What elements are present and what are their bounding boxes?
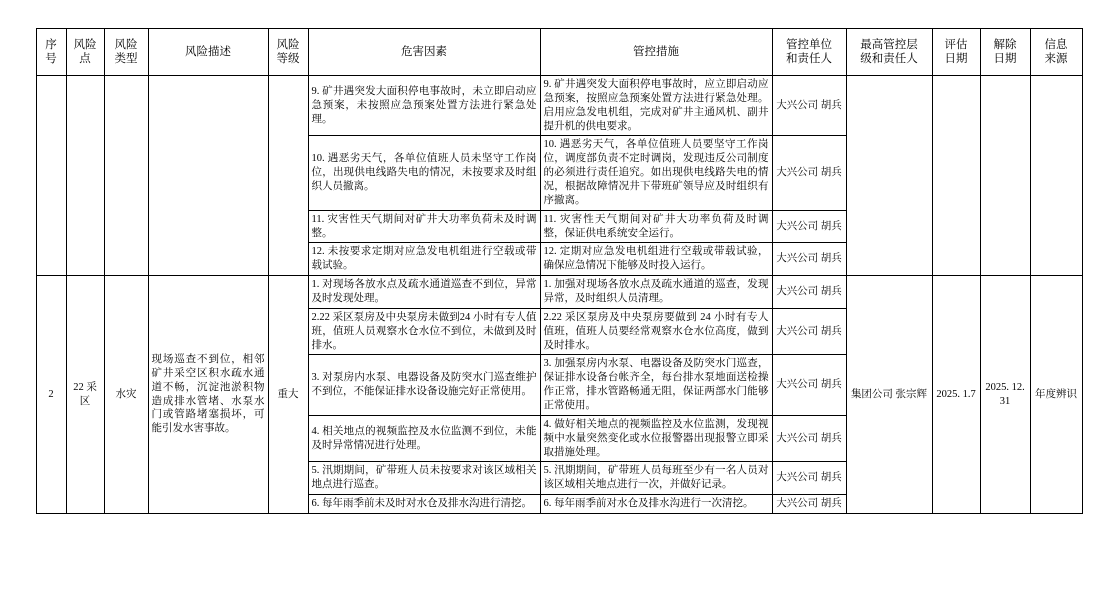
- cell-unit: 大兴公司 胡兵: [772, 276, 846, 309]
- cell-seq-cont: [36, 76, 66, 276]
- risk-control-table: [36, 28, 1083, 514]
- cell-risk-level: 重大: [268, 276, 308, 514]
- cell-hazard: 10. 遇恶劣天气，各单位值班人员未坚守工作岗位，出现供电线路失电的情况，未按要求及时组织人员撤离。: [308, 136, 540, 210]
- cell-unit: 大兴公司 胡兵: [772, 243, 846, 276]
- table-row: [36, 276, 1082, 309]
- cell-unit: 大兴公司 胡兵: [772, 210, 846, 243]
- cell-unit: 大兴公司 胡兵: [772, 76, 846, 136]
- cell-measure: 11. 灾害性天气期间对矿井大功率负荷及时调整，保证供电系统安全运行。: [540, 210, 772, 243]
- cell-measure: 10. 遇恶劣天气，各单位值班人员要坚守工作岗位，调度部负责不定时调岗，发现违反公司制度的必须进行责任追究。如出现供电线路失电的情况，根据故障情况井下带班矿领导应及时组织有序撤离。: [540, 136, 772, 210]
- cell-risk-desc: 现场巡查不到位，相邻矿井采空区积水疏水通道不畅，沉淀池淤积物造成排水管堵、水泵水门或管路堵塞损坏，可能引发水害事故。: [148, 276, 268, 514]
- cell-release-cont: [980, 76, 1030, 276]
- header-point: 风险 点: [66, 29, 104, 76]
- cell-hazard: 9. 矿井遇突发大面积停电事故时，未立即启动应急预案，未按照应急预案处置方法进行紧急处理。: [308, 76, 540, 136]
- cell-unit: 大兴公司 胡兵: [772, 308, 846, 355]
- header-level: 风险 等级: [268, 29, 308, 76]
- cell-unit: 大兴公司 胡兵: [772, 355, 846, 415]
- table-row: [36, 76, 1082, 136]
- cell-hazard: 3. 对泵房内水泵、电器设备及防突水门巡查维护不到位，不能保证排水设备设施完好正常使用。: [308, 355, 540, 415]
- cell-hazard: 4. 相关地点的视频监控及水位监测不到位，未能及时异常情况进行处理。: [308, 415, 540, 462]
- header-seq: 序 号: [36, 29, 66, 76]
- header-row: [36, 29, 1082, 76]
- cell-measure: 1. 加强对现场各放水点及疏水通道的巡查，发现异常，及时组织人员清理。: [540, 276, 772, 309]
- header-unit: 管控单位 和责任人: [772, 29, 846, 76]
- cell-top-cont: [846, 76, 932, 276]
- cell-source-cont: [1030, 76, 1082, 276]
- header-release-date: 解除 日期: [980, 29, 1030, 76]
- header-hazard: 危害因素: [308, 29, 540, 76]
- cell-risk-type: 水灾: [104, 276, 148, 514]
- table-header: [36, 29, 1082, 76]
- cell-hazard: 12. 未按要求定期对应急发电机组进行空载或带载试验。: [308, 243, 540, 276]
- cell-measure: 12. 定期对应急发电机组进行空载或带载试验，确保应急情况下能够及时投入运行。: [540, 243, 772, 276]
- cell-unit: 大兴公司 胡兵: [772, 495, 846, 514]
- cell-unit: 大兴公司 胡兵: [772, 136, 846, 210]
- header-assess-date: 评估 日期: [932, 29, 980, 76]
- cell-level-cont: [268, 76, 308, 276]
- cell-measure: 5. 汛期期间，矿带班人员每班至少有一名人员对该区域相关地点进行一次，并做好记录。: [540, 462, 772, 495]
- cell-measure: 6. 每年雨季前对水仓及排水沟进行一次清挖。: [540, 495, 772, 514]
- cell-hazard: 11. 灾害性天气期间对矿井大功率负荷未及时调整。: [308, 210, 540, 243]
- cell-unit: 大兴公司 胡兵: [772, 415, 846, 462]
- cell-top-level: 集团公司 张宗辉: [846, 276, 932, 514]
- header-desc: 风险描述: [148, 29, 268, 76]
- cell-risk-point: 22 采区: [66, 276, 104, 514]
- cell-measure: 2.22 采区泵房及中央泵房要做到 24 小时有专人值班，值班人员要经常观察水仓水位高度，做到及时排水。: [540, 308, 772, 355]
- cell-desc-cont: [148, 76, 268, 276]
- cell-type-cont: [104, 76, 148, 276]
- cell-assess-cont: [932, 76, 980, 276]
- header-source: 信息 来源: [1030, 29, 1082, 76]
- cell-measure: 3. 加强泵房内水泵、电器设备及防突水门巡查，保证排水设备台帐齐全，每台排水泵地面送检操作正常，排水管路畅通无阻，保证两部水门能够正常使用。: [540, 355, 772, 415]
- cell-seq: 2: [36, 276, 66, 514]
- header-measure: 管控措施: [540, 29, 772, 76]
- cell-assess-date: 2025. 1.7: [932, 276, 980, 514]
- header-type: 风险 类型: [104, 29, 148, 76]
- header-top-level: 最高管控层 级和责任人: [846, 29, 932, 76]
- cell-hazard: 6. 每年雨季前未及时对水仓及排水沟进行清挖。: [308, 495, 540, 514]
- cell-source: 年度辨识: [1030, 276, 1082, 514]
- cell-hazard: 1. 对现场各放水点及疏水通道巡查不到位，异常及时发现处理。: [308, 276, 540, 309]
- cell-hazard: 5. 汛期期间，矿带班人员未按要求对该区域相关地点进行巡查。: [308, 462, 540, 495]
- cell-measure: 4. 做好相关地点的视频监控及水位监测，发现视频中水量突然变化或水位报警器出现报警立即采取措施处理。: [540, 415, 772, 462]
- cell-unit: 大兴公司 胡兵: [772, 462, 846, 495]
- cell-point-cont: [66, 76, 104, 276]
- cell-hazard: 2.22 采区泵房及中央泵房未做到24 小时有专人值班，值班人员观察水仓水位不到位，未做到及时排水。: [308, 308, 540, 355]
- table-body: [36, 76, 1082, 514]
- cell-measure: 9. 矿井遇突发大面积停电事故时，应立即启动应急预案，按照应急预案处置方法进行紧急处理。启用应急发电机组，完成对矿井主通风机、副井提升机的供电要求。: [540, 76, 772, 136]
- cell-release-date: 2025. 12.31: [980, 276, 1030, 514]
